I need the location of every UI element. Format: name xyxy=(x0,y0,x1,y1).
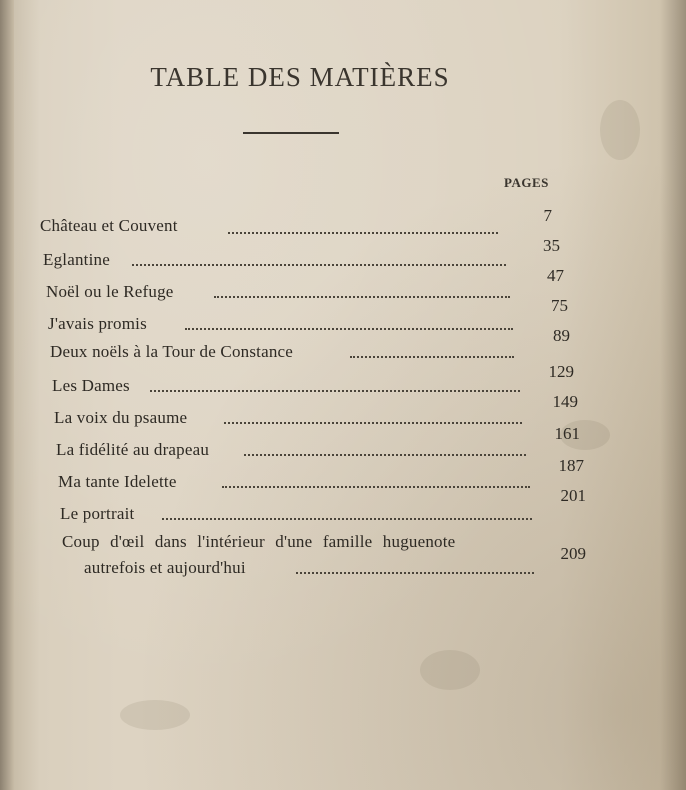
toc-entry-title: Eglantine xyxy=(43,250,110,269)
toc-entry-page: 75 xyxy=(551,296,568,315)
dot-leader xyxy=(228,232,498,234)
toc-entry-title: J'avais promis xyxy=(48,314,147,333)
toc-entry xyxy=(0,296,686,338)
dot-leader xyxy=(150,390,520,392)
dot-leader xyxy=(185,328,513,330)
toc-entry-title-continued: autrefois et aujourd'hui xyxy=(84,558,246,577)
toc-entry-title: Coup d'œil dans l'intérieur d'une famille huguenote xyxy=(62,532,456,551)
pages-column-header: PAGES xyxy=(504,175,549,190)
dot-leader xyxy=(244,454,526,456)
toc-entry xyxy=(0,266,686,306)
toc-entry-title: La voix du psaume xyxy=(54,408,188,427)
toc-entry-page: 209 xyxy=(560,544,586,563)
toc-entry-page: 161 xyxy=(554,424,580,443)
dot-leader xyxy=(162,518,532,520)
page-title: TABLE DES MATIÈRES xyxy=(150,62,450,92)
toc-entry-page: 129 xyxy=(548,362,574,381)
toc-entry-page: 201 xyxy=(560,486,586,505)
toc-entry-page: 7 xyxy=(543,206,552,225)
toc-entry-page: 149 xyxy=(552,392,578,411)
toc-entry-page: 187 xyxy=(558,456,584,475)
toc-entry-title: Deux noëls à la Tour de Constance xyxy=(50,342,294,361)
toc-entry-title: Ma tante Idelette xyxy=(58,472,177,491)
toc-entry xyxy=(0,392,686,434)
dot-leader xyxy=(350,356,514,358)
toc-entry-title: La fidélité au drapeau xyxy=(56,440,210,459)
toc-entry xyxy=(0,486,686,530)
dot-leader xyxy=(224,422,522,424)
dot-leader xyxy=(132,264,506,266)
toc-entry-title: Château et Couvent xyxy=(40,216,178,235)
toc-entry xyxy=(0,236,686,274)
toc-entry-title: Noël ou le Refuge xyxy=(46,282,174,301)
dot-leader xyxy=(296,572,534,574)
toc-entry xyxy=(0,326,686,370)
toc-entry-page: 35 xyxy=(543,236,560,255)
dot-leader xyxy=(214,296,510,298)
toc-entry-page: 89 xyxy=(553,326,570,345)
dot-leader xyxy=(222,486,530,488)
toc-entry xyxy=(0,530,686,590)
toc-entry xyxy=(0,362,686,402)
toc-entry xyxy=(0,206,686,242)
toc-entry-title: Le portrait xyxy=(60,504,135,523)
toc-entry-title: Les Dames xyxy=(52,376,130,395)
toc-entry-page: 47 xyxy=(547,266,564,285)
